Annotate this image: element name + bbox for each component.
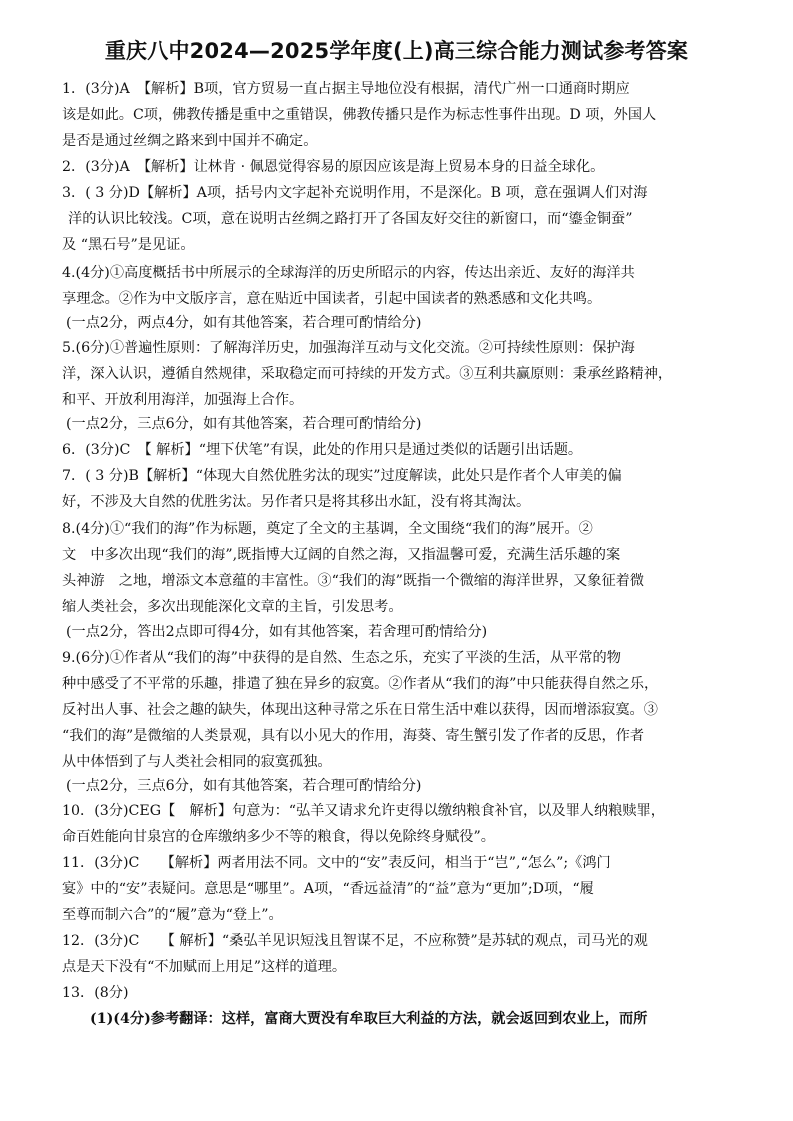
answer-3-line-1: 3．( 3 分)D【解析】A项，括号内文字起补充说明作用，不是深化。B 项，意在强调人们对海 (62, 185, 648, 201)
answer-8-scoring-note: (一点2分，答出2点即可得4分，如有其他答案，若舍理可酌情给分) (66, 624, 488, 640)
answer-5-line-2: 洋，深入认识，遵循自然规律，采取稳定而可持续的开发方式。③互利共赢原则：秉承丝路精神， (62, 366, 673, 382)
answer-4-line-2: 享理念。②作为中文版序言，意在贴近中国读者，引起中国读者的熟悉感和文化共鸣。 (62, 291, 602, 307)
answer-5-line-3: 和平、开放利用海洋，加强海上合作。 (62, 392, 304, 408)
answer-9-scoring-note: (一点2分，三点6分，如有其他答案，若合理可酌情给分) (66, 778, 422, 794)
answer-9-line-5: 从中体悟到了与人类社会相同的寂寞孤独。 (62, 754, 332, 770)
answer-8-line-4: 缩人类社会，多次出现能深化文章的主旨，引发思考。 (62, 599, 403, 615)
answer-3-line-2: 洋的认识比较浅。C项，意在说明古丝绸之路打开了各国友好交往的新窗口，而“鎏金铜蚕” (68, 211, 633, 227)
answer-9-line-2: 种中感受了不平常的乐趣，排遣了独在异乡的寂寞。②作者从“我们的海”中只能获得自然之乐， (62, 676, 659, 692)
answer-12-line-2: 点是天下没有“不加赋而上用足”这样的道理。 (62, 959, 347, 975)
answer-7-line-1: 7．( 3 分)B【解析】“体现大自然优胜劣汰的现实”过度解读，此处只是作者个人审美的偏 (62, 468, 622, 484)
document-title: 重庆八中2024—2025学年度(上)高三综合能力测试参考答案 (104, 39, 689, 63)
answer-8-line-2: 文 中多次出现“我们的海”,既指博大辽阔的自然之海，又指温馨可爱，充满生活乐趣的案 (62, 547, 621, 563)
answer-13-line-1: 13．(8分) (62, 985, 129, 1001)
answer-9-line-1: 9.(6分)①作者从“我们的海”中获得的是自然、生态之乐，充实了平淡的生活，从平常的物 (62, 650, 621, 666)
answer-13-translation-line: (1)(4分)参考翻译：这样，富商大贾没有牟取巨大利益的方法，就会返回到农业上，而所 (90, 1011, 648, 1027)
answer-11-line-2: 宴》中的“安”表疑问。意思是“哪里”。A项，“香远益清”的“益”意为“更加”;D项，“履 (62, 881, 594, 897)
answer-5-line-1: 5.(6分)①普遍性原则：了解海洋历史，加强海洋互动与文化交流。②可持续性原则：保护海 (62, 340, 635, 356)
answer-7-line-2: 好，不涉及大自然的优胜劣汰。另作者只是将其移出水缸，没有将其淘汰。 (62, 494, 531, 510)
answer-10-line-1: 10．(3分)CEG【 解析】句意为：“弘羊又请求允许吏得以缴纳粮食补官，以及罪人纳粮赎罪， (62, 803, 665, 819)
answer-4-scoring-note: (一点2分，两点4分，如有其他答案，若合理可酌情给分) (66, 315, 422, 331)
answer-1-line-3: 是否是通过丝绸之路来到中国并不确定。 (62, 133, 318, 149)
answer-9-line-3: 反衬出人事、社会之趣的缺失，体现出这种寻常之乐在日常生活中难以获得，因而增添寂寞。③ (62, 702, 658, 718)
answer-11-line-1: 11．(3分)C 【解析】两者用法不同。文中的“安”表反问，相当于“岂”,“怎么”;《鸿门 (62, 855, 611, 871)
answer-3-line-3: 及 “黑石号”是见证。 (62, 237, 195, 253)
answer-1-line-1: 1．(3分)A 【解析】B项，官方贸易一直占据主导地位没有根据，清代广州一口通商时期应 (62, 81, 630, 97)
answer-1-line-2: 该是如此。C项，佛教传播是重中之重错误，佛教传播只是作为标志性事件出现。D 项，外国人 (62, 107, 657, 123)
answer-9-line-4: “我们的海”是微缩的人类景观，具有以小见大的作用，海葵、寄生蟹引发了作者的反思，作者 (62, 728, 645, 744)
answer-8-line-1: 8.(4分)①“我们的海”作为标题，奠定了全文的主基调，全文围绕“我们的海”展开。② (62, 521, 593, 537)
answer-10-line-2: 命百姓能向甘泉宫的仓库缴纳多少不等的粮食，得以免除终身赋役”。 (62, 829, 495, 845)
answer-6-line-1: 6．(3分)C 【 解析】“埋下伏笔”有误，此处的作用只是通过类似的话题引出话题。 (62, 442, 583, 458)
answer-12-line-1: 12．(3分)C 【 解析】“桑弘羊见识短浅且智谋不足，不应称赞”是苏轼的观点，司马光的观 (62, 933, 648, 949)
answer-5-scoring-note: (一点2分，三点6分，如有其他答案，若合理可酌情给分) (66, 416, 422, 432)
answer-8-line-3: 头神游 之地，增添文本意蕴的丰富性。③“我们的海”既指一个微缩的海洋世界，又象征着微 (62, 573, 645, 589)
answer-11-line-3: 至尊而制六合”的“履”意为“登上”。 (62, 907, 283, 923)
answer-2-line-1: 2．(3分)A 【解析】让林肯 · 佩恩觉得容易的原因应该是海上贸易本身的日益全球化。 (62, 159, 605, 175)
answer-4-line-1: 4.(4分)①高度概括书中所展示的全球海洋的历史所昭示的内容，传达出亲近、友好的海洋共 (62, 265, 635, 281)
